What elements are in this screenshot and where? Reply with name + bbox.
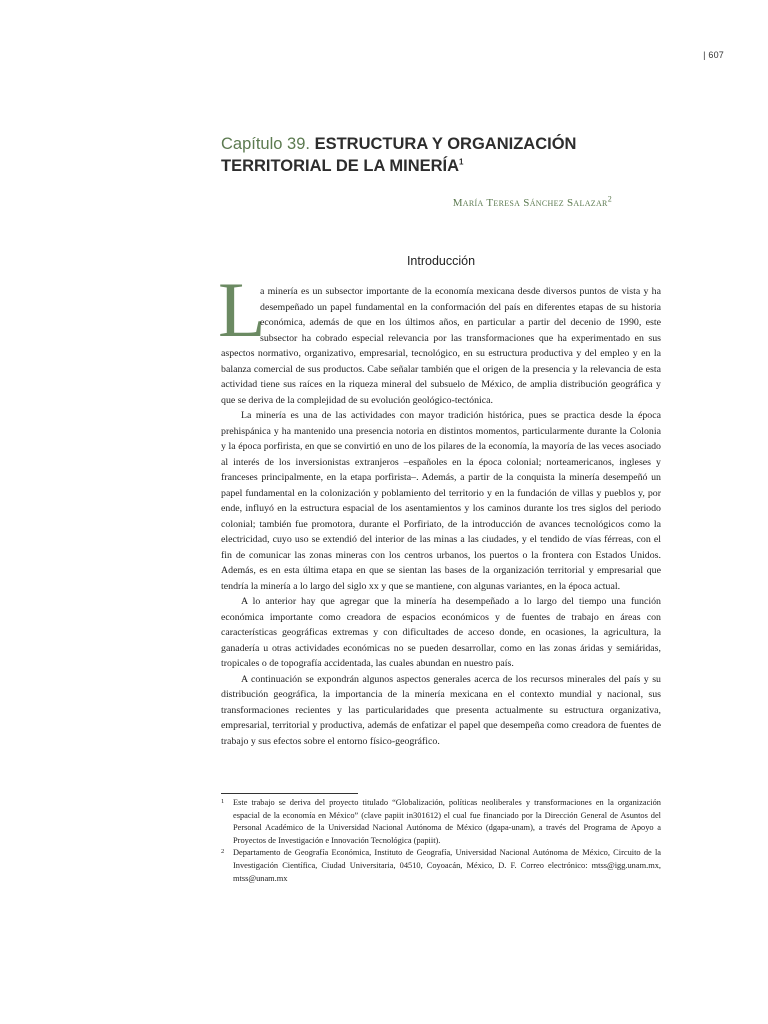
footnote-2: [221, 847, 661, 885]
footnote-text: Este trabajo se deriva del proyecto titulado “Globalización, políticas neoliberales y transformaciones en la organización espacial de la economía en México” (clave papiit in301612) el cual fue financiado por la Dirección General de Asuntos del Personal Académico de la Universidad Nacional Autónoma de México (dgapa-unam), a través del Programa de Apoyo a Proyectos de Investigación e Innovación Tecnológica (papiit).: [233, 798, 661, 845]
paragraph-2: La minería es una de las actividades con mayor tradición histórica, pues se practica desde la época prehispánica y ha mantenido una presencia notoria en distintos momentos, particularmente durante la Colonia y la época porfirista, en que se convirtió en uno de los pilares de la economía, la mayoría de las veces asociado al interés de los inversionistas extranjeros –españoles en la época colonial; norteamericanos, ingleses y franceses principalmente, en la etapa porfirista–. Además, a partir de la conquista la minería desempeñó un papel fundamental en la colonización y poblamiento del territorio y en la fundación de villas y pueblos y, por ende, influyó en la estructura espacial de los asentamientos y los caminos durante los tres siglos del periodo colonial; también fue promotora, durante el Porfiriato, de la introducción de avances tecnológicos como la electricidad, cuyo uso se extendió del interior de las minas a las ciudades, y el tendido de vías férreas, con el fin de comunicar las zonas mineras con los centros urbanos, los puertos o la frontera con Estados Unidos. Además, es en esta última etapa en que se sientan las bases de la organización territorial y empresarial que tendría la minería a lo largo del siglo xx y que se mantiene, con algunas variantes, en la época actual.: [221, 410, 661, 592]
dropcap-letter: [218, 266, 266, 353]
chapter-footnote-mark: 1: [459, 157, 464, 167]
footnote-divider: [221, 793, 358, 794]
footnotes: [221, 797, 661, 885]
chapter-label: Capítulo 39.: [221, 135, 310, 153]
body-text: [218, 266, 661, 749]
section-heading: Introducción: [406, 254, 476, 268]
paragraph-1: a minería es un subsector importante de la economía mexicana desde diversos puntos de vista y ha desempeñado un papel fundamental en la conformación del país en diferentes etapas de su historia económica, además de que en los últimos años, en particular a partir del decenio de 1990, este subsector ha cobrado especial relevancia por las transformaciones que ha experimentado en sus aspectos normativo, organizativo, empresarial, tecnológico, en su estructura productiva y del empleo y en la balanza comercial de sus productos. Cabe señalar también que el origen de la presencia y la relevancia de esta actividad tiene sus raíces en la riqueza mineral del subsuelo de México, de amplia distribución geográfica y que se deriva de la complejidad de su evolución geológico-tectónica.: [221, 286, 661, 406]
footnote-number: 1: [221, 798, 225, 805]
footnote-1: [221, 797, 661, 847]
author-name: [452, 194, 612, 209]
author-footnote-mark: 2: [607, 194, 612, 204]
chapter-title: [221, 133, 681, 177]
paragraph-4: A continuación se expondrán algunos aspectos generales acerca de los recursos minerales del país y su distribución geográfica, la importancia de la minería mexicana en el contexto mundial y nacional, sus transformaciones recientes y las particularidades que presenta actualmente su estructura organizativa, empresarial, territorial y productiva, además de enfatizar el papel que desempeña como creadora de fuentes de trabajo y sus efectos sobre el entorno físico-geográfico.: [221, 673, 661, 747]
svg-text:L: L: [218, 266, 266, 353]
footnote-number: 2: [221, 848, 225, 856]
footnote-text: Departamento de Geografía Económica, Instituto de Geografía, Universidad Nacional Autónoma de México, Circuito de la Investigación Científica, Ciudad Universitaria, 04510, Coyoacán, México, D. F. Correo electrónico: mtss@igg.unam.mx, mtss@unam.mx: [233, 848, 661, 883]
author-name-text: María Teresa Sánchez Salazar: [452, 197, 608, 209]
page-number: | 607: [703, 50, 724, 60]
paragraph-3: A lo anterior hay que agregar que la minería ha desempeñado a lo largo del tiempo una función económica importante como creadora de espacios económicos y de fuentes de trabajo en áreas con características geográficas extremas y con dificultades de acceso donde, en ocasiones, la agricultura, la ganadería u otras actividades económicas no se pueden desarrollar, como en las zonas áridas y semiáridas, tropicales o de topografía accidentada, las cuales abundan en nuestro país.: [221, 596, 661, 669]
chapter-main-title: ESTRUCTURA Y ORGANIZACIÓN TERRITORIAL DE LA MINERÍA: [221, 135, 577, 175]
